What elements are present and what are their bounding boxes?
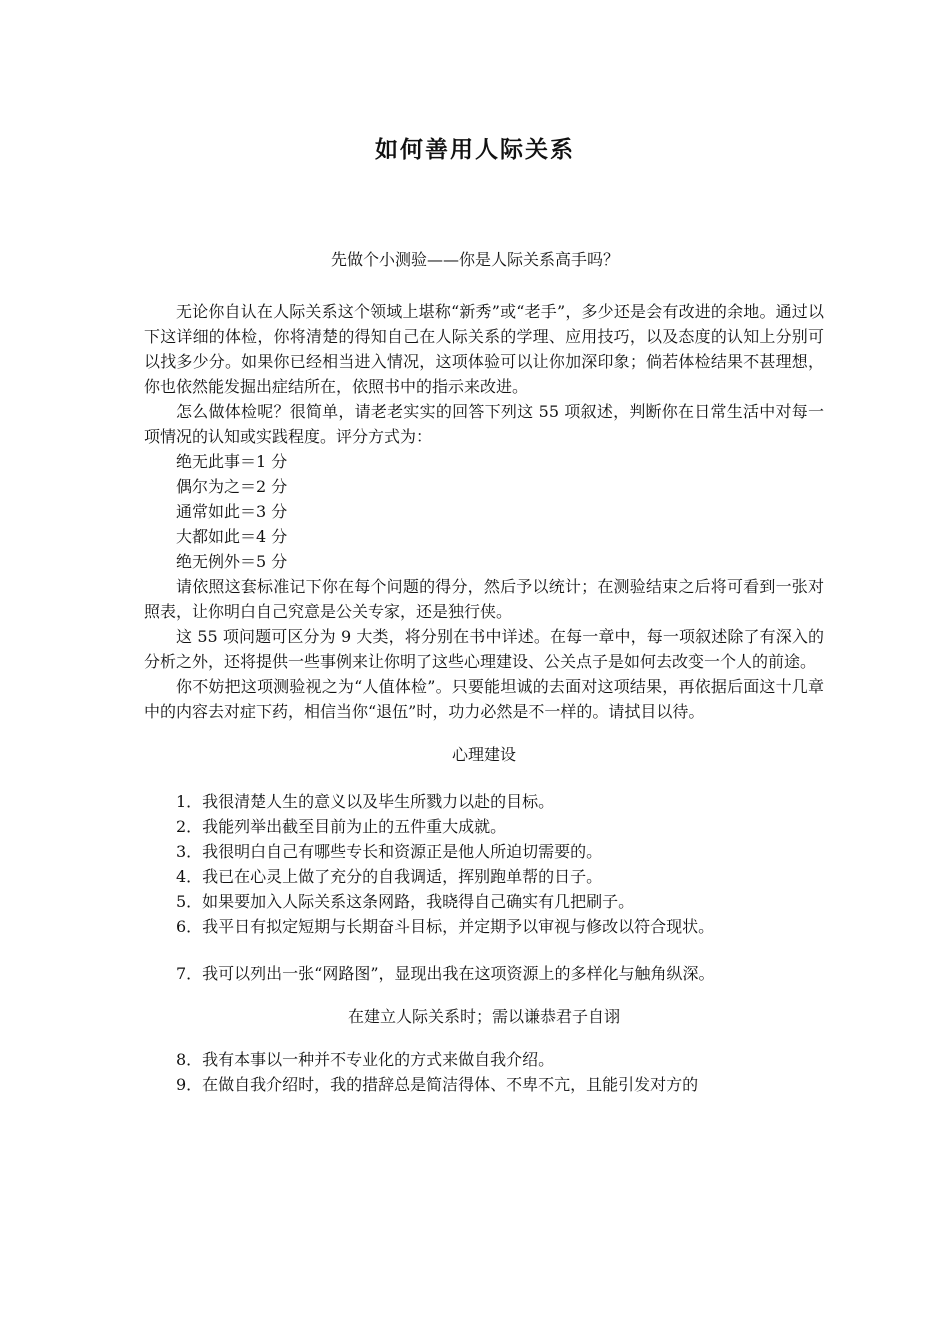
- spacer: [144, 986, 824, 1004]
- score-item: 通常如此＝3 分: [176, 502, 288, 521]
- question-item: 5．如果要加入人际关系这条网路，我晓得自己确实有几把刷子。: [176, 892, 635, 911]
- score-item: 偶尔为之＝2 分: [176, 477, 288, 496]
- page-title: 如何善用人际关系: [375, 136, 575, 163]
- document-body: [144, 299, 824, 1097]
- question-list: [144, 1047, 824, 1097]
- quiz-subtitle: 先做个小测验——你是人际关系高手吗？: [330, 250, 619, 269]
- body-paragraph: 这 55 项问题可区分为 9 大类，将分别在书中详述。在每一章中，每一项叙述除了有深入的分析之外，还将提供一些事例来让你明了这些心理建设、公关点子是如何去改变一个人的前途。: [144, 627, 824, 671]
- question-list: [144, 789, 824, 939]
- spacer: [144, 724, 824, 742]
- score-item: 绝无此事＝1 分: [176, 452, 288, 471]
- question-item: 6．我平日有拟定短期与长期奋斗目标，并定期予以审视与修改以符合现状。: [176, 917, 715, 936]
- question-item: 2．我能列举出截至目前为止的五件重大成就。: [176, 817, 507, 836]
- question-item: 7．我可以列出一张“网路图”，显现出我在这项资源上的多样化与触角纵深。: [176, 964, 715, 983]
- question-item: 3．我很明白自己有哪些专长和资源正是他人所迫切需要的。: [176, 842, 603, 861]
- body-paragraph: 请依照这套标准记下你在每个问题的得分，然后予以统计；在测验结束之后将可看到一张对照表，让你明白自己究意是公关专家，还是独行侠。: [144, 577, 824, 621]
- score-item: 大都如此＝4 分: [176, 527, 288, 546]
- question-item: 1．我很清楚人生的意义以及毕生所戮力以赴的目标。: [176, 792, 555, 811]
- question-item: 9．在做自我介绍时，我的措辞总是简洁得体、不卑不亢，且能引发对方的: [176, 1075, 699, 1094]
- intro-paragraph: 怎么做体检呢？很简单，请老老实实的回答下列这 55 项叙述，判断你在日常生活中对每一项情况的认知或实践程度。评分方式为：: [144, 402, 824, 446]
- section-heading-humility: 在建立人际关系时；需以谦恭君子自诩: [347, 1007, 620, 1026]
- spacer: [144, 1029, 824, 1047]
- section-heading-psychology: 心理建设: [451, 745, 516, 764]
- intro-paragraph: 无论你自认在人际关系这个领域上堪称“新秀”或“老手”，多少还是会有改进的余地。通过以下这详细的体检，你将清楚的得知自己在人际关系的学理、应用技巧，以及态度的认知上分别可以找多少分。如果你已经相当进入情况，这项体验可以让你加深印象；倘若体检结果不甚理想，你也依然能发掘出症结所在，依照书中的指示来改进。: [144, 302, 824, 396]
- question-item: 8．我有本事以一种并不专业化的方式来做自我介绍。: [176, 1050, 555, 1069]
- spacer: [144, 767, 824, 789]
- score-scale-list: [144, 449, 824, 574]
- body-paragraph: 你不妨把这项测验视之为“人值体检”。只要能坦诚的去面对这项结果，再依据后面这十几章中的内容去对症下药，相信当你“退伍”时，功力必然是不一样的。请拭目以待。: [144, 677, 824, 721]
- score-item: 绝无例外＝5 分: [176, 552, 288, 571]
- question-item: 4．我已在心灵上做了充分的自我调适，挥别跑单帮的日子。: [176, 867, 603, 886]
- spacer: [144, 939, 824, 961]
